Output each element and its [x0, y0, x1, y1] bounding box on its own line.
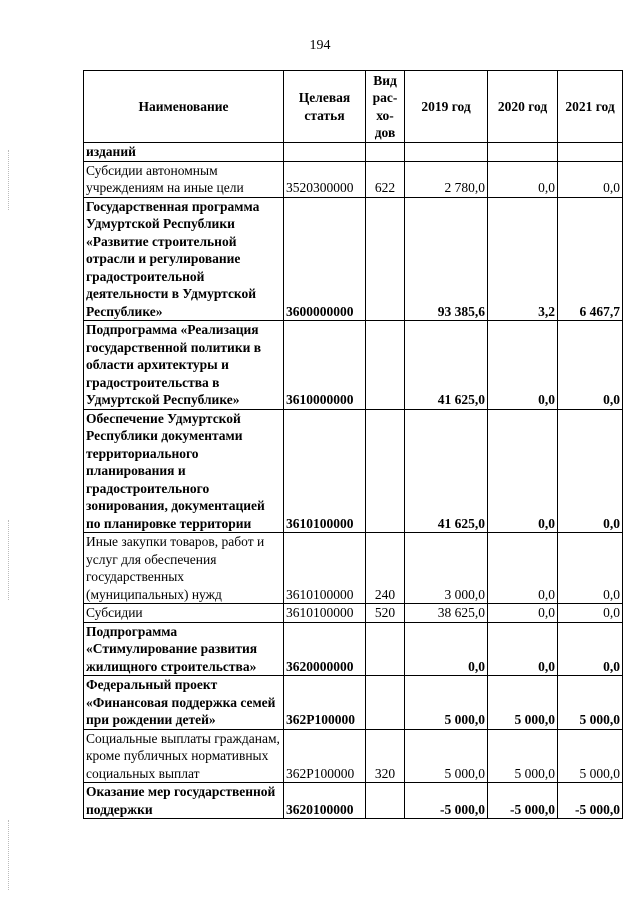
row-name: Субсидии автономным учреждениям на иные цели: [84, 161, 284, 197]
header-vid: Вид рас- хо- дов: [366, 71, 405, 143]
row-vid: [366, 143, 405, 162]
row-code: 3620000000: [284, 622, 366, 676]
row-2021: 0,0: [558, 409, 623, 533]
row-2020: 0,0: [488, 604, 558, 623]
row-name: Подпрограмма «Реализация государственной политики в области архитектуры и градостроительства в Удмуртской Республике»: [84, 321, 284, 410]
table-row: [84, 533, 623, 604]
scan-margin-mark: [8, 520, 10, 600]
row-vid: 520: [366, 604, 405, 623]
row-2020: 0,0: [488, 533, 558, 604]
table-row: [84, 604, 623, 623]
row-2020: 0,0: [488, 321, 558, 410]
row-vid: [366, 197, 405, 321]
table-row: [84, 143, 623, 162]
row-2020: 0,0: [488, 161, 558, 197]
row-code: 3610000000: [284, 321, 366, 410]
row-vid: 320: [366, 729, 405, 783]
table-row: [84, 321, 623, 410]
table-row: [84, 783, 623, 819]
row-2020: [488, 143, 558, 162]
row-vid: [366, 321, 405, 410]
table-row: [84, 676, 623, 730]
row-name: Социальные выплаты гражданам, кроме публичных нормативных социальных выплат: [84, 729, 284, 783]
row-2019: -5 000,0: [405, 783, 488, 819]
row-vid: [366, 783, 405, 819]
row-vid: 240: [366, 533, 405, 604]
row-name: Субсидии: [84, 604, 284, 623]
row-2021: 0,0: [558, 321, 623, 410]
row-2021: -5 000,0: [558, 783, 623, 819]
row-name: Иные закупки товаров, работ и услуг для обеспечения государственных (муниципальных) нужд: [84, 533, 284, 604]
table-row: [84, 409, 623, 533]
table-row: [84, 197, 623, 321]
row-2021: [558, 143, 623, 162]
budget-table: [83, 70, 623, 819]
header-code: Целевая статья: [284, 71, 366, 143]
row-2020: -5 000,0: [488, 783, 558, 819]
row-2021: 5 000,0: [558, 729, 623, 783]
row-code: 3610100000: [284, 604, 366, 623]
row-code: 3610100000: [284, 533, 366, 604]
row-2021: 6 467,7: [558, 197, 623, 321]
row-2021: 0,0: [558, 533, 623, 604]
row-2019: 93 385,6: [405, 197, 488, 321]
row-name: Обеспечение Удмуртской Республики документами территориального планирования и градостроительного зонирования, документацией по планировке территории: [84, 409, 284, 533]
row-2020: 3,2: [488, 197, 558, 321]
row-2020: 5 000,0: [488, 676, 558, 730]
row-name: Оказание мер государственной поддержки: [84, 783, 284, 819]
header-2021: 2021 год: [558, 71, 623, 143]
table-row: [84, 622, 623, 676]
row-2019: 5 000,0: [405, 676, 488, 730]
row-vid: [366, 622, 405, 676]
header-name: Наименование: [84, 71, 284, 143]
row-2020: 5 000,0: [488, 729, 558, 783]
row-vid: 622: [366, 161, 405, 197]
row-2021: 0,0: [558, 622, 623, 676]
row-vid: [366, 409, 405, 533]
row-code: [284, 143, 366, 162]
table-row: [84, 161, 623, 197]
scan-margin-mark: [8, 820, 10, 890]
row-2019: 0,0: [405, 622, 488, 676]
scan-margin-mark: [8, 150, 10, 210]
row-code: 362P100000: [284, 676, 366, 730]
table-row: [84, 729, 623, 783]
row-2019: 38 625,0: [405, 604, 488, 623]
row-2020: 0,0: [488, 622, 558, 676]
row-2019: 2 780,0: [405, 161, 488, 197]
row-name: изданий: [84, 143, 284, 162]
row-2019: 41 625,0: [405, 321, 488, 410]
row-2019: 41 625,0: [405, 409, 488, 533]
header-2019: 2019 год: [405, 71, 488, 143]
row-name: Федеральный проект «Финансовая поддержка семей при рождении детей»: [84, 676, 284, 730]
row-2021: 5 000,0: [558, 676, 623, 730]
row-code: 362P100000: [284, 729, 366, 783]
row-name: Подпрограмма «Стимулирование развития жилищного строительства»: [84, 622, 284, 676]
row-2019: [405, 143, 488, 162]
row-2019: 3 000,0: [405, 533, 488, 604]
row-vid: [366, 676, 405, 730]
page-number: 194: [309, 38, 331, 53]
row-code: 3610100000: [284, 409, 366, 533]
row-2019: 5 000,0: [405, 729, 488, 783]
row-2021: 0,0: [558, 604, 623, 623]
table-header-row: [84, 71, 623, 143]
row-code: 3520300000: [284, 161, 366, 197]
header-2020: 2020 год: [488, 71, 558, 143]
row-2020: 0,0: [488, 409, 558, 533]
row-code: 3600000000: [284, 197, 366, 321]
row-2021: 0,0: [558, 161, 623, 197]
row-code: 3620100000: [284, 783, 366, 819]
row-name: Государственная программа Удмуртской Республики «Развитие строительной отрасли и регулирование градостроительной деятельности в Удмуртской Республике»: [84, 197, 284, 321]
